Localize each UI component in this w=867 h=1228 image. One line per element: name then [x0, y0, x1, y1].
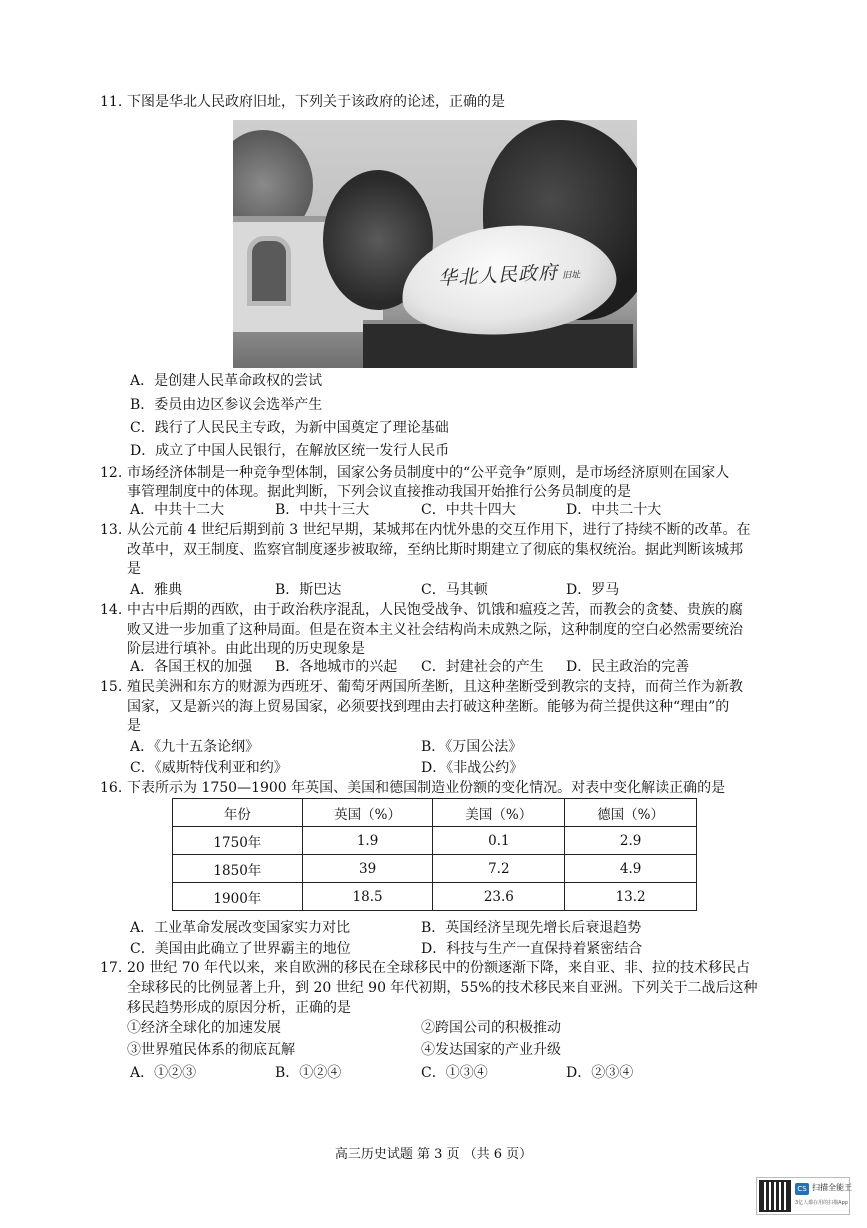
q11-option-d: D．成立了中国人民银行，在解放区统一发行人民币	[130, 443, 450, 459]
question-17-stem-cont: 全球移民的比例显著上升，到 20 世纪 90 年代初期，55%的技术移民来自亚洲。下列关于二战后这种	[127, 980, 758, 996]
question-15-stem-cont: 国家，又是新兴的海上贸易国家，必须要找到理由去打破这种垄断。能够为荷兰提供这种“理由”的	[127, 699, 730, 715]
question-number: 13.	[100, 522, 123, 538]
q16-option-a: A．工业革命发展改变国家实力对比	[130, 920, 351, 936]
table-row	[173, 855, 697, 883]
q15-option-c: C．《威斯特伐利亚和约》	[130, 760, 288, 776]
q12-option-c: C．中共十四大	[421, 502, 516, 518]
north-china-government-site-photo	[233, 120, 637, 368]
q17-option-d: D．②③④	[566, 1065, 634, 1081]
table-cell: 1900年	[173, 883, 303, 911]
question-number: 16.	[100, 780, 123, 796]
question-number: 11.	[100, 94, 123, 110]
question-14-stem: 14. 中古中后期的西欧，由于政治秩序混乱，人民饱受战争、饥饿和瘟疫之苦，而教会的贪婪、贵族的腐	[100, 602, 743, 618]
question-13-stem-cont: 是	[127, 561, 141, 577]
question-17-stem: 17. 20 世纪 70 年代以来，来自欧洲的移民在全球移民中的份额逐渐下降，来自亚、非、拉的技术移民占	[100, 960, 750, 976]
q15-option-d: D．《非战公约》	[421, 760, 524, 776]
question-13-stem-cont: 改革中，双王制度、监察官制度逐步被取缔，至纳比斯时期建立了彻底的集权统治。据此判断该城邦	[127, 542, 743, 558]
q15-option-a: A．《九十五条论纲》	[130, 739, 260, 755]
question-11-stem: 11. 下图是华北人民政府旧址，下列关于该政府的论述，正确的是	[100, 94, 505, 110]
table-cell: 4.9	[565, 855, 697, 883]
q12-option-b: B．中共十三大	[275, 502, 370, 518]
question-14-stem-cont: 败又进一步加重了这种局面。但是在资本主义社会结构尚未成熟之际，这种制度的空白必然需要统治	[127, 622, 743, 638]
q14-option-d: D．民主政治的完善	[566, 659, 690, 675]
table-cell: 18.5	[302, 883, 433, 911]
qr-code-icon	[761, 1182, 789, 1210]
q17-item-1: ①经济全球化的加速发展	[127, 1020, 281, 1036]
question-number: 17.	[100, 960, 123, 976]
q14-option-c: C．封建社会的产生	[421, 659, 544, 675]
table-header-row	[173, 799, 697, 827]
table-cell: 7.2	[433, 855, 565, 883]
scanner-logo-icon: CS	[795, 1183, 809, 1195]
question-17-stem-cont: 移民趋势形成的原因分析，正确的是	[127, 1000, 351, 1016]
question-number: 15.	[100, 679, 123, 695]
q12-option-d: D．中共二十大	[566, 502, 662, 518]
question-12-stem: 12. 市场经济体制是一种竞争型体制，国家公务员制度中的“公平竞争”原则，是市场经济原则在国家人	[100, 465, 730, 481]
stone-inscription: 华北人民政府 旧址	[437, 261, 581, 290]
q16-option-d: D．科技与生产一直保持着紧密结合	[421, 941, 643, 957]
table-cell: 1850年	[173, 855, 303, 883]
table-header-germany: 德国（%）	[565, 799, 697, 827]
table-cell: 23.6	[433, 883, 565, 911]
table-cell: 1750年	[173, 827, 303, 855]
question-13-stem: 13. 从公元前 4 世纪后期到前 3 世纪早期，某城邦在内忧外患的交互作用下，进行了持续不断的改革。在	[100, 522, 751, 538]
scanner-title: 扫描全能王	[812, 1183, 852, 1192]
table-header-uk: 英国（%）	[302, 799, 433, 827]
table-cell: 1.9	[302, 827, 433, 855]
q17-option-b: B．①②④	[275, 1065, 342, 1081]
question-number: 12.	[100, 465, 123, 481]
q12-option-a: A．中共十二大	[130, 502, 225, 518]
q17-item-4: ④发达国家的产业升级	[421, 1042, 561, 1058]
q13-option-c: C．马其顿	[421, 582, 488, 598]
table-cell: 39	[302, 855, 433, 883]
table-header-year: 年份	[173, 799, 303, 827]
question-12-stem-cont: 事管理制度中的体现。据此判断，下列会议直接推动我国开始推行公务员制度的是	[127, 484, 631, 500]
q11-option-a: A．是创建人民革命政权的尝试	[130, 373, 323, 389]
question-16-stem: 16. 下表所示为 1750—1900 年英国、美国和德国制造业份额的变化情况。对表中变化解读正确的是	[100, 780, 726, 796]
scanner-subtitle: 3亿人都在用的扫描App	[795, 1200, 848, 1206]
q13-option-d: D．罗马	[566, 582, 620, 598]
table-row	[173, 827, 697, 855]
q17-option-a: A．①②③	[130, 1065, 197, 1081]
q13-option-a: A．雅典	[130, 582, 183, 598]
question-14-stem-cont: 阶层进行填补。由此出现的历史现象是	[127, 641, 365, 657]
q14-option-b: B．各地城市的兴起	[275, 659, 398, 675]
arched-door	[247, 236, 291, 306]
question-15-stem: 15. 殖民美洲和东方的财源为西班牙、葡萄牙两国所垄断，且这种垄断受到教宗的支持，而荷兰作为新教	[100, 679, 743, 695]
q15-option-b: B．《万国公法》	[421, 739, 523, 755]
scanner-watermark	[756, 1177, 850, 1215]
q17-item-3: ③世界殖民体系的彻底瓦解	[127, 1042, 295, 1058]
q13-option-b: B．斯巴达	[275, 582, 342, 598]
table-header-us: 美国（%）	[433, 799, 565, 827]
question-number: 14.	[100, 602, 123, 618]
q17-item-2: ②跨国公司的积极推动	[421, 1020, 561, 1036]
table-cell: 0.1	[433, 827, 565, 855]
page-footer: 高三历史试题 第 3 页 （共 6 页）	[334, 1147, 533, 1162]
manufacturing-share-table	[172, 798, 697, 911]
q11-option-b: B．委员由边区参议会选举产生	[130, 397, 323, 413]
table-row	[173, 883, 697, 911]
question-15-stem-cont: 是	[127, 718, 141, 734]
q16-option-b: B．英国经济呈现先增长后衰退趋势	[421, 920, 642, 936]
q11-option-c: C．践行了人民民主专政，为新中国奠定了理论基础	[130, 420, 449, 436]
q17-option-c: C．①③④	[421, 1065, 488, 1081]
table-cell: 13.2	[565, 883, 697, 911]
q16-option-c: C．美国由此确立了世界霸主的地位	[130, 941, 351, 957]
q14-option-a: A．各国王权的加强	[130, 659, 253, 675]
table-cell: 2.9	[565, 827, 697, 855]
